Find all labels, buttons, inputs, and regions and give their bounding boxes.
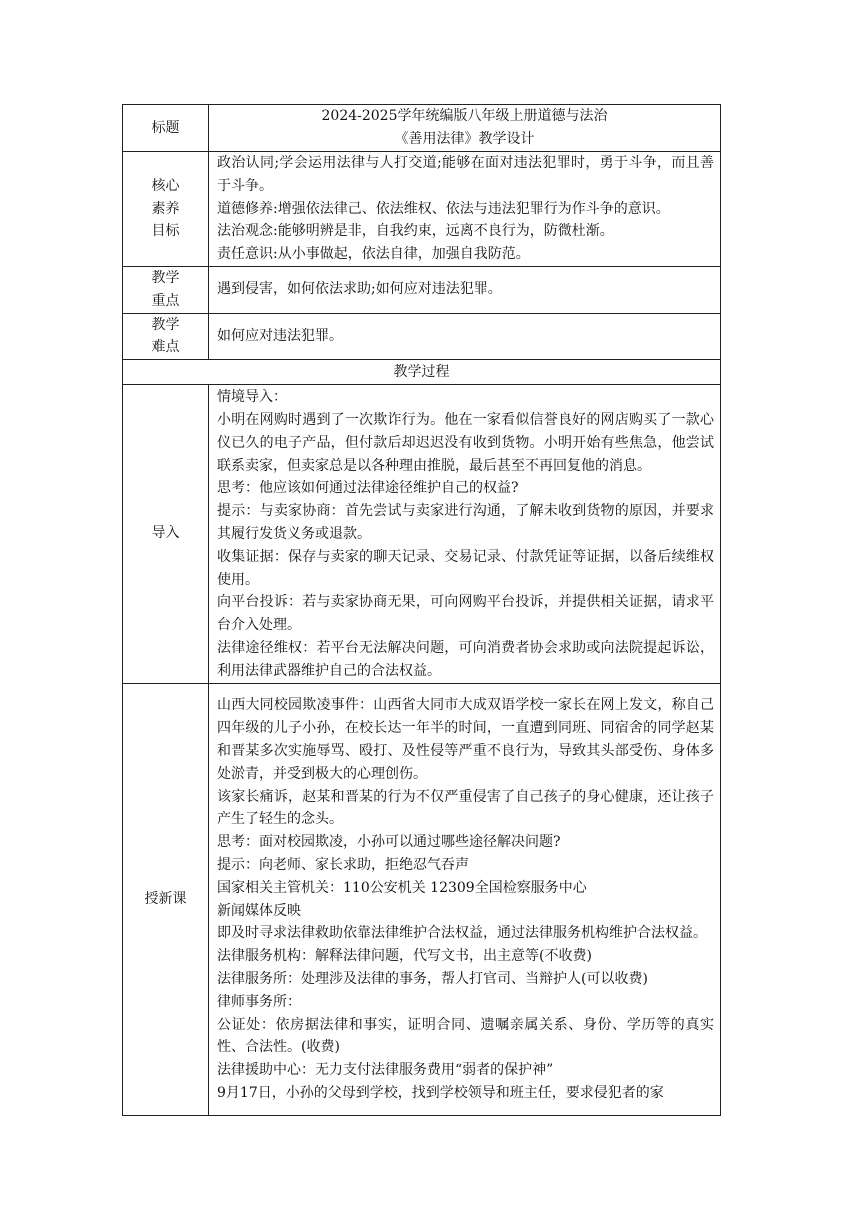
- paragraph: 法律援助中心：无力支付法律服务费用“弱者的保护神”: [217, 1062, 554, 1079]
- paragraph: 国家相关主管机关：110公安机关 12309全国检察服务中心: [217, 879, 587, 896]
- label-line: 教学: [151, 316, 180, 333]
- document-title: [209, 105, 721, 152]
- paragraph: 小明在网购时遇到了一次欺诈行为。他在一家看似信誉良好的网店购买了一款心仪已久的电子产品，但付款后却迟迟没有收到货物。小明开始有些焦急，他尝试联系卖家，但卖家总是以各种理由推脱，最后甚至不再回复他的消息。: [217, 411, 714, 474]
- paragraph: 遇到侵害，如何依法求助;如何应对违法犯罪。: [217, 281, 502, 298]
- new-lesson-label: 授新课: [123, 683, 209, 1115]
- paragraph: 提示：与卖家协商：首先尝试与卖家进行沟通，了解未收到货物的原因，并要求其履行发货义务或退款。: [217, 503, 714, 542]
- core-literacy-content: [209, 152, 721, 267]
- paragraph: 即及时寻求法律救助依靠法律维护合法权益，通过法律服务机构维护合法权益。: [217, 925, 707, 942]
- paragraph: 法治观念:能够明辨是非，自我约束，远离不良行为，防微杜渐。: [217, 223, 614, 240]
- paragraph: 思考：他应该如何通过法律途径维护自己的权益?: [217, 480, 519, 497]
- paragraph: 山西大同校园欺凌事件：山西省大同市大成双语学校一家长在网上发文，称自己四年级的儿子小孙，在校长达一年半的时间，一直遭到同班、同宿舍的同学赵某和晋某多次实施辱骂、殴打、及性侵等严重不良行为，导致其头部受伤、身体多处淤青，并受到极大的心理创伤。: [217, 697, 714, 782]
- paragraph: 思考：面对校园欺凌，小孙可以通过哪些途径解决问题?: [217, 834, 561, 851]
- paragraph: 法律途径维权：若平台无法解决问题，可向消费者协会求助或向法院提起诉讼，利用法律武器维护自己的合法权益。: [217, 639, 714, 679]
- difficult-points-content: [209, 313, 721, 360]
- title-label: 标题: [123, 105, 209, 152]
- core-literacy-row: [123, 152, 721, 267]
- paragraph: 向平台投诉：若与卖家协商无果，可向网购平台投诉，并提供相关证据，请求平台介入处理。: [217, 594, 714, 634]
- paragraph: 收集证据：保存与卖家的聊天记录、交易记录、付款凭证等证据，以备后续维权使用。: [217, 548, 714, 588]
- new-lesson-content: [209, 683, 721, 1115]
- paragraph: 政治认同;学会运用法律与人打交道;能够在面对违法犯罪时，勇于斗争，而且善于斗争。: [217, 155, 714, 194]
- paragraph: 道德修养:增强依法律己、依法维权、依法与违法犯罪行为作斗争的意识。: [217, 200, 670, 217]
- label-line: 目标: [151, 223, 180, 240]
- label-line: 素养: [151, 200, 180, 217]
- label-line: 教学: [151, 269, 180, 286]
- intro-label: 导入: [123, 385, 209, 683]
- paragraph: 如何应对违法犯罪。: [217, 327, 343, 344]
- title-line-1: 2024-2025学年统编版八年级上册道德与法治: [321, 108, 608, 125]
- core-literacy-label: [123, 152, 209, 267]
- difficult-points-label: [123, 313, 209, 360]
- key-points-content: [209, 266, 721, 313]
- paragraph: 法律服务所：处理涉及法律的事务，帮人打官司、当辩护人(可以收费): [217, 970, 648, 987]
- paragraph: 责任意识:从小事做起，依法自律，加强自我防范。: [217, 246, 530, 263]
- lesson-plan-table: [122, 104, 721, 1116]
- label-line: 核心: [151, 177, 180, 194]
- label-line: 重点: [151, 292, 180, 309]
- difficult-points-row: [123, 313, 721, 360]
- label-line: 难点: [151, 339, 180, 356]
- paragraph: 该家长痛诉，赵某和晋某的行为不仅严重侵害了自己孩子的身心健康，还让孩子产生了轻生的念头。: [217, 788, 714, 828]
- intro-content: [209, 385, 721, 683]
- key-points-label: [123, 266, 209, 313]
- new-lesson-row: [123, 683, 721, 1115]
- paragraph: 提示：向老师、家长求助，拒绝忍气吞声: [217, 856, 469, 873]
- paragraph: 新闻媒体反映: [217, 902, 301, 919]
- paragraph: 9月17日，小孙的父母到学校，找到学校领导和班主任，要求侵犯者的家: [217, 1084, 664, 1101]
- paragraph: 情境导入：: [217, 389, 287, 406]
- paragraph: 法律服务机构：解释法律问题，代写文书，出主意等(不收费): [217, 948, 592, 965]
- paragraph: 公证处：依房据法律和事实，证明合同、遗嘱亲属关系、身份、学历等的真实性、合法性。(收费): [217, 1016, 714, 1056]
- process-header-row: [123, 360, 721, 385]
- title-row: [123, 105, 721, 152]
- key-points-row: [123, 266, 721, 313]
- paragraph: 律师事务所：: [217, 993, 301, 1010]
- process-header: 教学过程: [123, 360, 721, 385]
- intro-row: [123, 385, 721, 683]
- title-line-2: 《善用法律》教学设计: [394, 131, 535, 147]
